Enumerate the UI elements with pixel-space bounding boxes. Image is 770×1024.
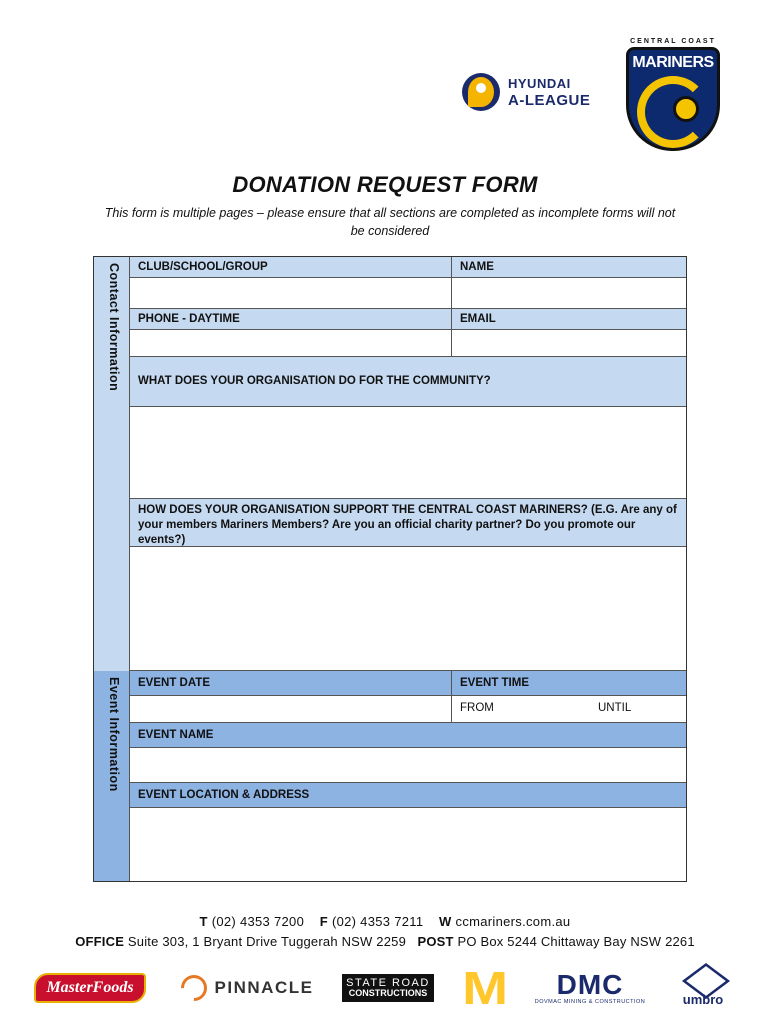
event-location-label: EVENT LOCATION & ADDRESS <box>130 783 686 807</box>
club-field[interactable] <box>130 278 452 308</box>
event-name-input-row <box>130 748 686 783</box>
support-field[interactable] <box>130 547 686 670</box>
state-road-text: STATE ROAD <box>346 977 430 989</box>
event-time-label: EVENT TIME <box>452 671 686 695</box>
dmc-subtext: DOVMAC MINING & CONSTRUCTION <box>534 999 646 1005</box>
page-title: DONATION REQUEST FORM <box>232 172 538 197</box>
event-section-label <box>94 671 130 881</box>
phone-email-input-row <box>130 330 686 357</box>
mariners-name-text: MARINERS <box>632 54 714 71</box>
contact-section-label <box>94 257 130 671</box>
support-input-row <box>130 547 686 671</box>
mariners-shield-icon <box>626 47 720 151</box>
golden-arches-icon: M <box>461 962 508 1014</box>
phone-number: (02) 4353 7200 <box>211 914 305 929</box>
state-road-logo <box>342 966 434 1010</box>
phone-field[interactable] <box>130 330 452 356</box>
post-prefix: POST <box>417 934 454 949</box>
pinnacle-mark-icon <box>175 970 212 1007</box>
mariners-top-text: CENTRAL COAST <box>630 38 716 45</box>
mcdonalds-logo <box>460 962 510 1014</box>
umbro-diamond-icon <box>684 970 722 992</box>
phone-label: PHONE - DAYTIME <box>130 309 452 329</box>
aleague-ball-icon <box>462 73 500 111</box>
event-time-until-field[interactable] <box>592 696 686 722</box>
aleague-text: A-LEAGUE <box>508 91 591 109</box>
aleague-logo <box>462 72 612 112</box>
event-name-field[interactable] <box>130 748 686 782</box>
form-instructions: This form is multiple pages – please ensure that all sections are completed as incomplete forms will not be considered <box>104 206 676 238</box>
pinnacle-text: PINNACLE <box>214 978 314 997</box>
umbro-text: umbro <box>682 991 724 1007</box>
event-name-header-row <box>130 723 686 748</box>
mariners-ball-icon <box>673 96 699 122</box>
masterfoods-text: MasterFoods <box>34 973 145 1003</box>
community-header-row <box>130 357 686 407</box>
until-label: UNTIL <box>598 702 632 714</box>
office-address: Suite 303, 1 Bryant Drive Tuggerah NSW 2259 <box>127 934 407 949</box>
club-name-header-row <box>130 257 686 278</box>
event-date-field[interactable] <box>130 696 452 722</box>
dmc-text: DMC <box>556 969 624 1000</box>
from-label: FROM <box>460 702 494 714</box>
pinnacle-logo <box>172 966 322 1010</box>
event-date-label: EVENT DATE <box>130 671 452 695</box>
constructions-text: CONSTRUCTIONS <box>348 988 428 999</box>
phone-email-header-row <box>130 309 686 330</box>
event-location-field[interactable] <box>130 808 686 881</box>
community-field[interactable] <box>130 407 686 498</box>
community-input-row <box>130 407 686 499</box>
umbro-logo <box>668 966 738 1010</box>
office-prefix: OFFICE <box>75 934 125 949</box>
web-prefix: W <box>439 914 452 929</box>
event-time-from-field[interactable] <box>452 696 592 722</box>
mariners-logo <box>624 38 722 152</box>
fax-prefix: F <box>319 914 329 929</box>
event-name-label: EVENT NAME <box>130 723 686 747</box>
event-date-time-input-row <box>130 696 686 723</box>
phone-prefix: T <box>199 914 208 929</box>
postal-address: PO Box 5244 Chittaway Bay NSW 2261 <box>457 934 695 949</box>
email-label: EMAIL <box>452 309 686 329</box>
support-label: HOW DOES YOUR ORGANISATION SUPPORT THE CENTRAL COAST MARINERS? (E.G. Are any of your members Mariners Members? Are you an official charity partner? Do you promote our events?) <box>130 499 686 546</box>
event-section-title: Event Information <box>106 677 121 792</box>
dmc-logo <box>530 966 650 1010</box>
event-location-header-row <box>130 783 686 808</box>
website-link[interactable]: ccmariners.com.au <box>455 914 571 929</box>
event-date-time-header-row <box>130 671 686 696</box>
aleague-sponsor-text: HYUNDAI <box>508 75 571 91</box>
contact-section-title: Contact Information <box>106 263 121 392</box>
event-location-input-row <box>130 808 686 881</box>
sponsor-bar <box>24 962 750 1014</box>
address-details <box>0 934 770 949</box>
support-header-row <box>130 499 686 547</box>
club-label: CLUB/SCHOOL/GROUP <box>130 257 452 277</box>
masterfoods-logo <box>26 966 154 1010</box>
community-label: WHAT DOES YOUR ORGANISATION DO FOR THE COMMUNITY? <box>130 357 686 406</box>
name-label: NAME <box>452 257 686 277</box>
name-field[interactable] <box>452 278 686 308</box>
contact-details <box>0 914 770 929</box>
email-field[interactable] <box>452 330 686 356</box>
fax-number: (02) 4353 7211 <box>331 914 424 929</box>
club-name-input-row <box>130 278 686 309</box>
donation-form <box>93 256 687 882</box>
